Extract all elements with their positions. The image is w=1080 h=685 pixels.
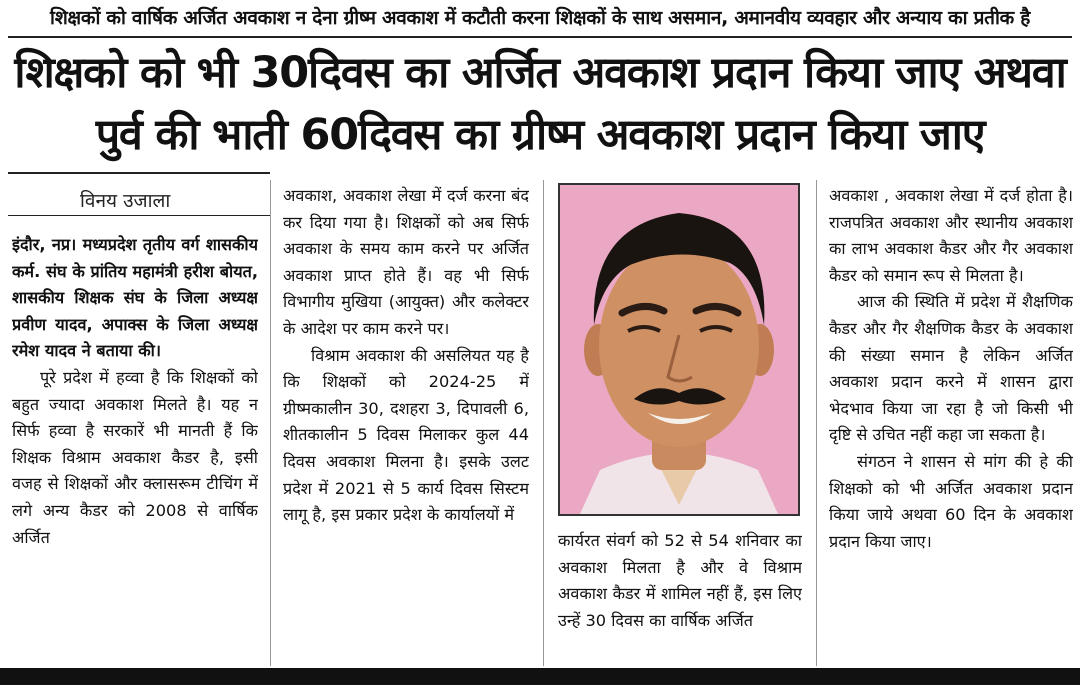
- byline-rule: [8, 172, 270, 174]
- column-3: [558, 528, 802, 668]
- column-divider-3: [816, 180, 817, 666]
- headline-line-1: शिक्षको को भी 30दिवस का अर्जित अवकाश प्रदान किया जाए अथवा: [14, 48, 1066, 98]
- col3-paragraph-0: कार्यरत संवर्ग को 52 से 54 शनिवार का अवकाश मिलता है और वे विश्राम अवकाश कैडर में शामिल नहीं हैं, इस लिए उन्हें 30 दिवस का वार्षिक अर्जित: [558, 531, 802, 630]
- bottom-bar: [0, 668, 1080, 685]
- col2-paragraph-1: विश्राम अवकाश की असलियत यह है कि शिक्षकों को 2024-25 में ग्रीष्मकालीन 30, दशहरा 3, दिपावली 6, शीतकालीन 5 दिवस मिलाकर कुल 44 दिवस अवकाश मिलना है। इसके उलट प्रदेश में 2021 से 5 कार्य दिवस सिस्टम लागू है, इस प्रकार प्रदेश के कार्यालयों में: [283, 345, 529, 525]
- headline-line-2: पुर्व की भाती 60दिवस का ग्रीष्म अवकाश प्रदान किया जाए: [95, 110, 985, 160]
- col1-paragraph-1: पूरे प्रदेश में हव्वा है कि शिक्षकों को बहुत ज्यादा अवकाश मिलते है। यह न सिर्फ हव्वा है सरकारें भी मानती हैं कि शिक्षक विश्राम अवकाश कैडर है, इसी वजह से शिक्षकों और क्लासरूम टीचिंग में लगे अन्य कैडर को 2008 से वार्षिक अर्जित: [12, 367, 258, 547]
- byline-underline: [8, 215, 270, 216]
- column-2: [283, 183, 529, 668]
- kicker-line: शिक्षकों को वार्षिक अर्जित अवकाश न देना ग्रीष्म अवकाश में कटौती करना शिक्षकों के साथ असमान, अमानवीय व्यवहार और अन्याय का प्रतीक है: [50, 7, 1030, 29]
- portrait-figure: [560, 185, 798, 514]
- col4-paragraph-0: अवकाश , अवकाश लेखा में दर्ज होता है। राजपत्रित अवकाश और स्थानीय अवकाश का लाभ अवकाश कैडर और गैर अवकाश कैडर को समान रूप से मिलता है।: [829, 186, 1073, 285]
- column-4: [829, 183, 1073, 668]
- col4-paragraph-2: संगठन ने शासन से मांग की हे की शिक्षको को भी अर्जित अवकाश प्रदान किया जाये अथवा 60 दिन के अवकाश प्रदान किया जाए।: [829, 451, 1073, 551]
- lead-paragraph: इंदौर, नप्र। मध्यप्रदेश तृतीय वर्ग शासकीय कर्म. संघ के प्रांतिय महामंत्री हरीश बोयत, शासकीय शिक्षक संघ के जिला अध्यक्ष प्रवीण यादव, अपाक्स के जिला अध्यक्ष रमेश यादव ने बताया की।: [12, 235, 258, 361]
- portrait-photo: [558, 183, 800, 516]
- column-divider-1: [270, 180, 271, 666]
- col4-paragraph-1: आज की स्थिति में प्रदेश में शैक्षणिक कैडर और गैर शैक्षणिक कैडर के अवकाश की संख्या समान है लेकिन अर्जित अवकाश प्रदान करने में शासन द्वारा भेदभाव किया जा रहा है जो किसी भी दृष्टि से उचित नहीं कहा जा सकता है।: [829, 292, 1073, 445]
- col2-paragraph-0: अवकाश, अवकाश लेखा में दर्ज करना बंद कर दिया गया है। शिक्षकों को अब सिर्फ अवकाश के समय काम करने पर अर्जित अवकाश प्राप्त होते हैं। वह भी सिर्फ विभागीय मुखिया (आयुक्त) और कलेक्टर के आदेश पर काम करने पर।: [283, 186, 529, 338]
- byline: विनय उजाला: [80, 190, 171, 212]
- column-divider-2: [543, 180, 544, 666]
- top-rule: [8, 36, 1072, 38]
- column-1: [12, 232, 258, 668]
